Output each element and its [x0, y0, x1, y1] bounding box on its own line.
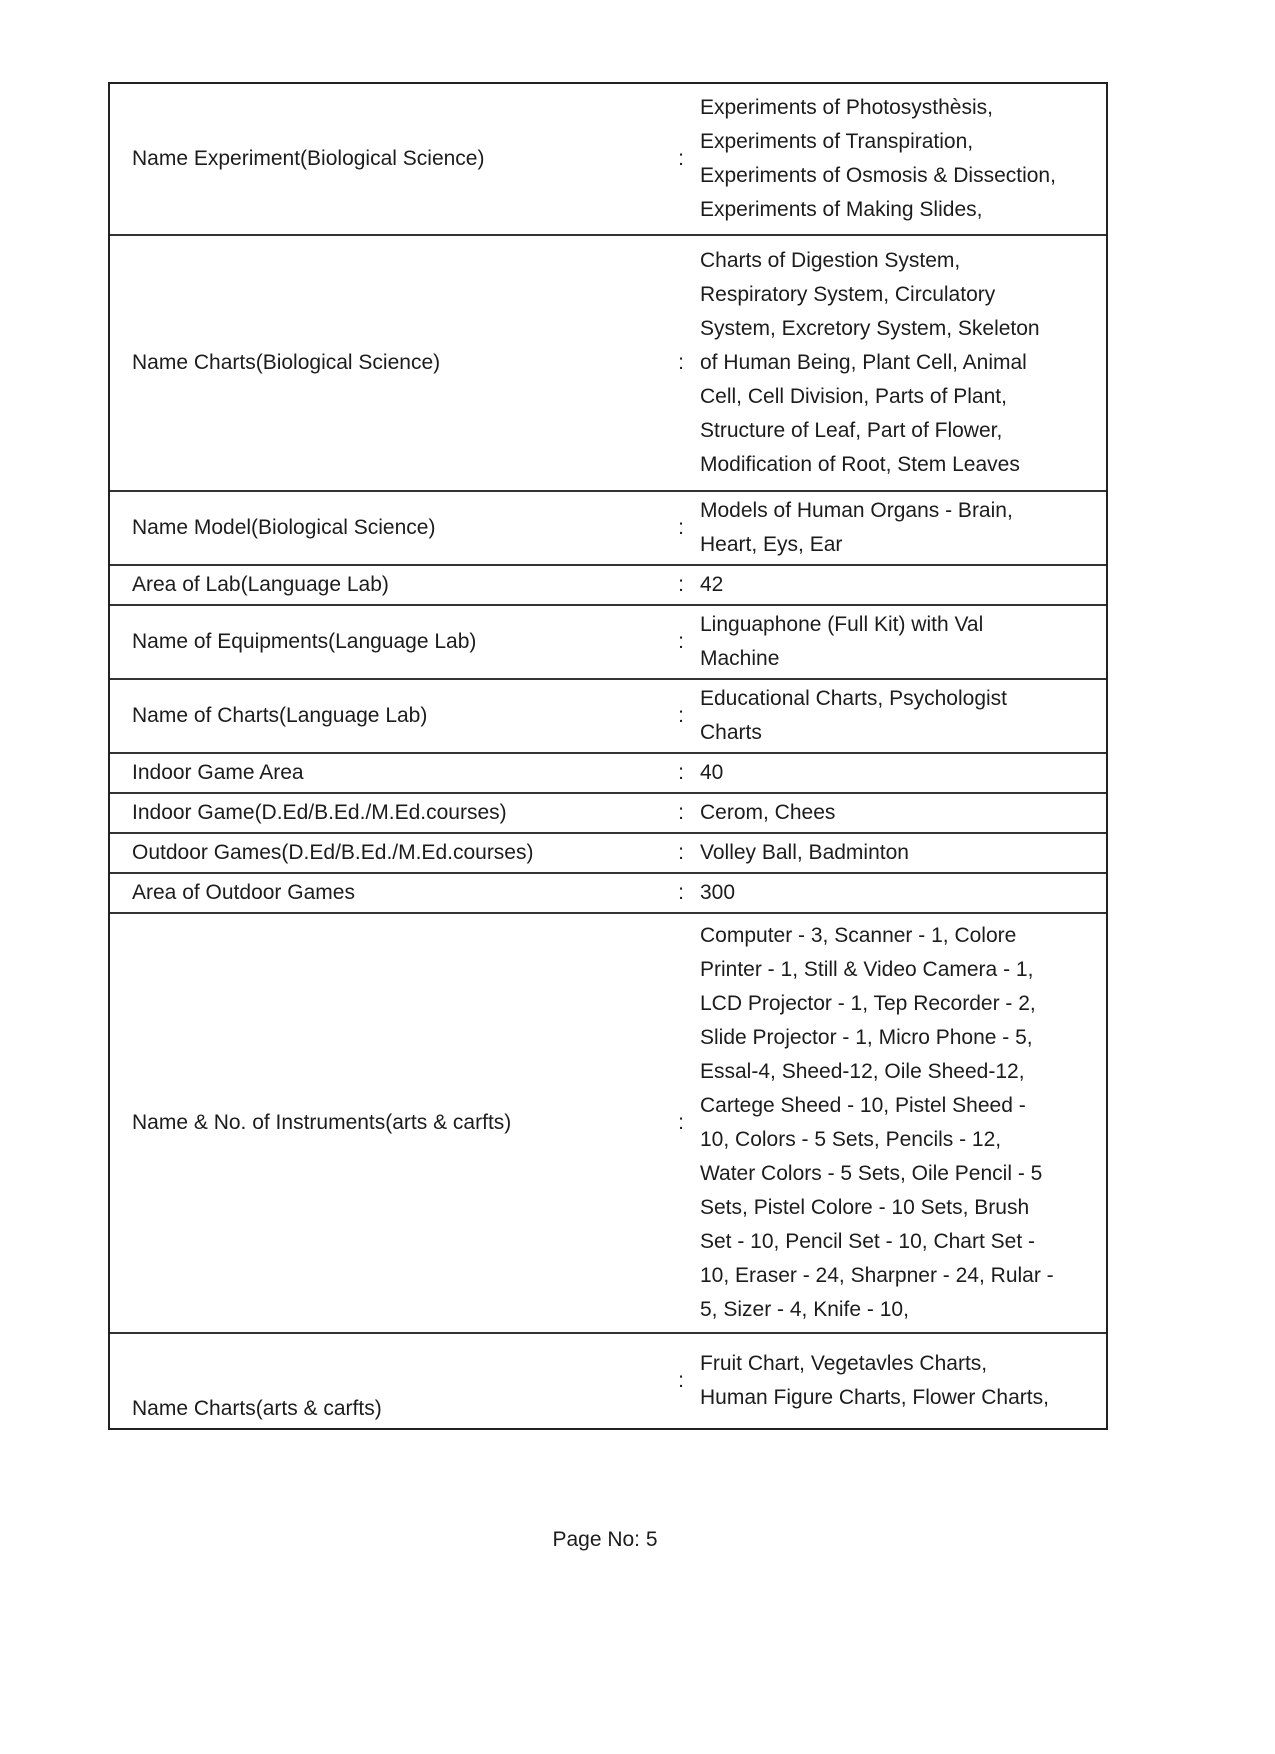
- facilities-table: [108, 82, 1108, 1430]
- table-row: [110, 794, 1106, 834]
- row-colon: :: [678, 704, 684, 727]
- row-value-line: Charts: [700, 721, 762, 744]
- table-row: [110, 236, 1106, 492]
- table-row: [110, 566, 1106, 606]
- row-value: [692, 91, 1106, 227]
- row-value-line: Experiments of Osmosis & Dissection,: [700, 164, 1056, 187]
- row-value-line: Cell, Cell Division, Parts of Plant,: [700, 385, 1007, 408]
- row-colon: :: [678, 881, 684, 904]
- row-value-line: Cerom, Chees: [700, 801, 836, 824]
- row-value: [692, 836, 1106, 870]
- row-value-line: 40: [700, 761, 724, 784]
- row-value-line: Machine: [700, 647, 780, 670]
- row-value: [692, 568, 1106, 602]
- row-value-line: Heart, Eys, Ear: [700, 533, 843, 556]
- row-value: [692, 919, 1106, 1327]
- row-value-line: of Human Being, Plant Cell, Animal: [700, 351, 1027, 374]
- row-value-line: Printer - 1, Still & Video Camera - 1,: [700, 958, 1034, 981]
- row-value-line: Respiratory System, Circulatory: [700, 283, 996, 306]
- table-row: [110, 606, 1106, 680]
- row-label: Name Experiment(Biological Science): [132, 147, 485, 170]
- row-value-line: System, Excretory System, Skeleton: [700, 317, 1040, 340]
- row-label: Indoor Game(D.Ed/B.Ed./M.Ed.courses): [132, 801, 507, 824]
- row-colon: :: [678, 801, 684, 824]
- row-value-line: Computer - 3, Scanner - 1, Colore: [700, 924, 1017, 947]
- table-row: [110, 680, 1106, 754]
- row-value-line: 5, Sizer - 4, Knife - 10,: [700, 1298, 909, 1321]
- row-value-line: Water Colors - 5 Sets, Oile Pencil - 5: [700, 1162, 1043, 1185]
- row-value-line: Structure of Leaf, Part of Flower,: [700, 419, 1003, 442]
- table-row: [110, 84, 1106, 236]
- row-label: Name Charts(arts & carfts): [132, 1397, 382, 1420]
- row-colon: :: [678, 516, 684, 539]
- row-label: Area of Outdoor Games: [132, 881, 355, 904]
- row-value-line: Experiments of Making Slides,: [700, 198, 983, 221]
- row-value-line: Experiments of Photosysthèsis,: [700, 96, 993, 119]
- row-value-line: Linguaphone (Full Kit) with Val: [700, 613, 984, 636]
- row-value-line: Experiments of Transpiration,: [700, 130, 974, 153]
- row-colon: :: [678, 630, 684, 653]
- row-value-line: Modification of Root, Stem Leaves: [700, 453, 1020, 476]
- row-value: [692, 244, 1106, 482]
- row-value-line: LCD Projector - 1, Tep Recorder - 2,: [700, 992, 1036, 1015]
- row-label: Name of Charts(Language Lab): [132, 704, 428, 727]
- row-value-line: Slide Projector - 1, Micro Phone - 5,: [700, 1026, 1033, 1049]
- row-value: [692, 682, 1106, 750]
- table-row: [110, 874, 1106, 914]
- row-value-line: Fruit Chart, Vegetavles Charts,: [700, 1352, 988, 1375]
- row-value: [692, 494, 1106, 562]
- row-value-line: Educational Charts, Psychologist: [700, 687, 1007, 710]
- row-value: [692, 1347, 1106, 1415]
- row-label: Name Charts(Biological Science): [132, 351, 441, 374]
- row-colon: :: [678, 147, 684, 170]
- row-value: [692, 756, 1106, 790]
- row-value-line: Essal-4, Sheed-12, Oile Sheed-12,: [700, 1060, 1025, 1083]
- row-value-line: 10, Colors - 5 Sets, Pencils - 12,: [700, 1128, 1002, 1151]
- row-value: [692, 876, 1106, 910]
- row-value-line: Volley Ball, Badminton: [700, 841, 909, 864]
- row-value-line: Sets, Pistel Colore - 10 Sets, Brush: [700, 1196, 1030, 1219]
- row-value: [692, 796, 1106, 830]
- table-row: [110, 914, 1106, 1334]
- row-label: Area of Lab(Language Lab): [132, 573, 389, 596]
- row-label: Outdoor Games(D.Ed/B.Ed./M.Ed.courses): [132, 841, 534, 864]
- page-number: [0, 1528, 1275, 1552]
- row-value-line: Set - 10, Pencil Set - 10, Chart Set -: [700, 1230, 1035, 1253]
- row-label: Name of Equipments(Language Lab): [132, 630, 477, 653]
- row-label: Name Model(Biological Science): [132, 516, 436, 539]
- row-colon: :: [678, 1369, 684, 1392]
- row-value-line: Human Figure Charts, Flower Charts,: [700, 1386, 1049, 1409]
- row-colon: :: [678, 841, 684, 864]
- row-colon: :: [678, 573, 684, 596]
- row-label: Indoor Game Area: [132, 761, 304, 784]
- page-number-text: Page No: 5: [552, 1528, 658, 1551]
- row-label: Name & No. of Instruments(arts & carfts): [132, 1111, 512, 1134]
- row-value-line: Models of Human Organs - Brain,: [700, 499, 1013, 522]
- row-value-line: 42: [700, 573, 724, 596]
- row-value-line: 300: [700, 881, 736, 904]
- row-value-line: Cartege Sheed - 10, Pistel Sheed -: [700, 1094, 1026, 1117]
- row-value-line: Charts of Digestion System,: [700, 249, 961, 272]
- row-value-line: 10, Eraser - 24, Sharpner - 24, Rular -: [700, 1264, 1054, 1287]
- row-colon: :: [678, 1111, 684, 1134]
- table-row: [110, 834, 1106, 874]
- row-colon: :: [678, 351, 684, 374]
- row-value: [692, 608, 1106, 676]
- table-row: [110, 492, 1106, 566]
- table-row: [110, 1334, 1106, 1428]
- table-row: [110, 754, 1106, 794]
- row-colon: :: [678, 761, 684, 784]
